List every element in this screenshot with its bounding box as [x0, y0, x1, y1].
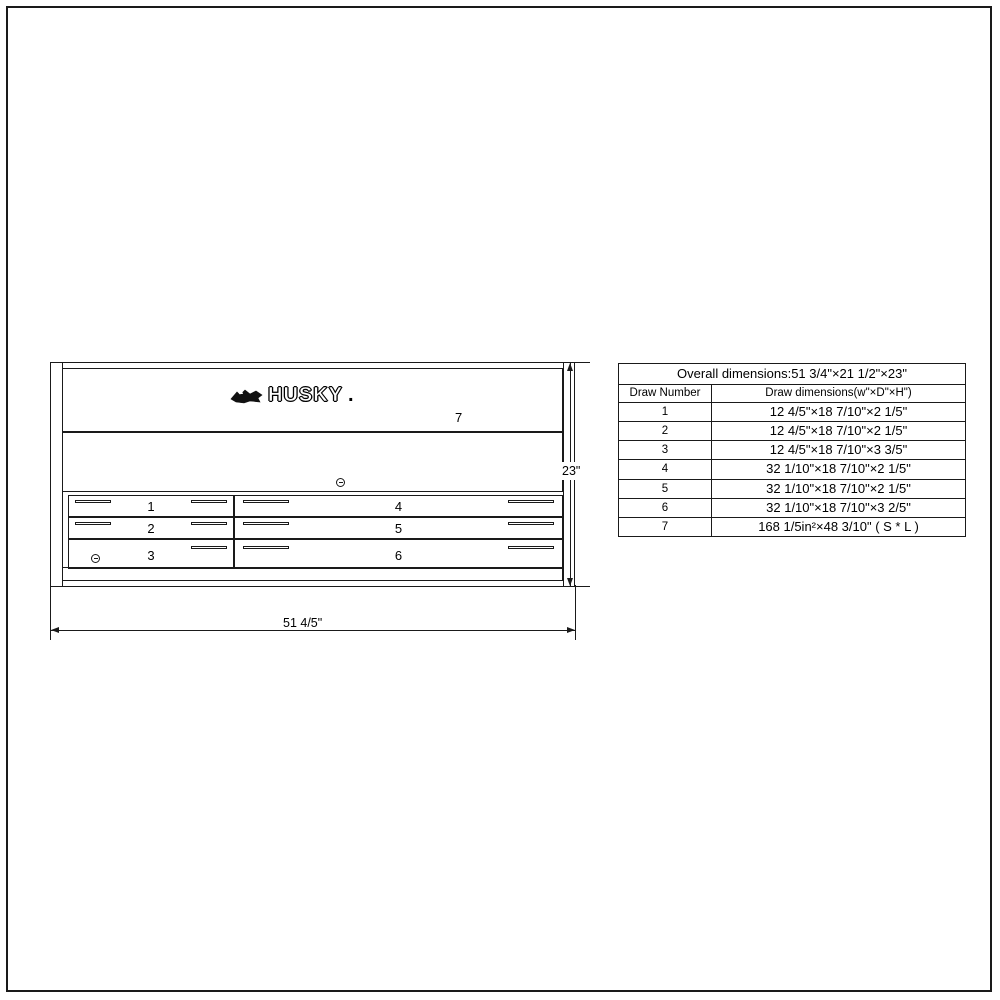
husky-wordmark-dot: .	[348, 384, 354, 406]
drawer-5-pull-right	[508, 522, 554, 525]
width-dimension-label: 51 4/5"	[280, 616, 325, 630]
row-5-dimensions: 32 1/10"×18 7/10"×2 1/5"	[712, 479, 966, 498]
table-row-overall	[619, 364, 966, 385]
drawer-3	[68, 539, 234, 569]
chest-lock-icon	[336, 478, 345, 487]
row-5-number: 5	[619, 479, 712, 498]
chest-base-rail	[62, 567, 563, 581]
width-arrow-left	[51, 627, 59, 633]
callout-7: 7	[455, 410, 463, 425]
tool-chest-drawing	[30, 350, 590, 650]
drawer-6	[234, 539, 563, 569]
table-row	[619, 402, 966, 421]
table-row	[619, 518, 966, 537]
drawer-1-pull-right	[191, 500, 227, 503]
height-extension-bottom	[548, 586, 590, 587]
drawer-6-pull-right	[508, 546, 554, 549]
table-row	[619, 421, 966, 440]
table-row	[619, 460, 966, 479]
row-6-number: 6	[619, 498, 712, 517]
row-7-dimensions: 168 1/5in²×48 3/10" ( S * L )	[712, 518, 966, 537]
row-1-number: 1	[619, 402, 712, 421]
drawer-3-lock-icon	[91, 554, 100, 563]
drawer-4	[234, 495, 563, 517]
drawer-5-pull-left	[243, 522, 289, 525]
width-extension-right	[575, 585, 576, 640]
tool-chest-body	[50, 362, 575, 587]
overall-dimensions-cell: Overall dimensions:51 3/4"×21 1/2"×23"	[619, 364, 966, 385]
drawer-2-pull-right	[191, 522, 227, 525]
drawer-5-label: 5	[394, 521, 403, 536]
drawer-4-pull-right	[508, 500, 554, 503]
drawer-2	[68, 517, 234, 539]
drawer-5	[234, 517, 563, 539]
row-7-number: 7	[619, 518, 712, 537]
husky-logo	[230, 384, 354, 407]
row-3-number: 3	[619, 441, 712, 460]
row-4-dimensions: 32 1/10"×18 7/10"×2 1/5"	[712, 460, 966, 479]
drawer-6-label: 6	[394, 548, 403, 563]
husky-wordmark: HUSKY	[268, 384, 344, 406]
row-4-number: 4	[619, 460, 712, 479]
header-draw-dimensions: Draw dimensions(w"×D"×H")	[712, 385, 966, 402]
drawer-1-pull-left	[75, 500, 111, 503]
drawer-3-pull-right	[191, 546, 227, 549]
height-arrow-bottom	[567, 578, 573, 586]
row-2-dimensions: 12 4/5"×18 7/10"×2 1/5"	[712, 421, 966, 440]
width-arrow-right	[567, 627, 575, 633]
specification-table	[618, 363, 966, 537]
row-1-dimensions: 12 4/5"×18 7/10"×2 1/5"	[712, 402, 966, 421]
header-draw-number: Draw Number	[619, 385, 712, 402]
drawer-3-label: 3	[147, 548, 155, 563]
row-6-dimensions: 32 1/10"×18 7/10"×3 2/5"	[712, 498, 966, 517]
drawer-1	[68, 495, 234, 517]
height-dimension-label: 23"	[562, 464, 581, 478]
table-row	[619, 498, 966, 517]
row-2-number: 2	[619, 421, 712, 440]
drawer-4-pull-left	[243, 500, 289, 503]
row-3-dimensions: 12 4/5"×18 7/10"×3 3/5"	[712, 441, 966, 460]
drawer-4-label: 4	[394, 499, 403, 514]
table-row	[619, 441, 966, 460]
husky-dog-icon	[230, 386, 264, 406]
drawer-1-label: 1	[147, 499, 155, 514]
chest-front-panel	[62, 432, 563, 492]
table-row	[619, 479, 966, 498]
width-dimension-line	[50, 630, 576, 631]
drawer-2-label: 2	[147, 521, 155, 536]
drawer-6-pull-left	[243, 546, 289, 549]
drawer-2-pull-left	[75, 522, 111, 525]
table-header-row	[619, 385, 966, 402]
height-arrow-top	[567, 363, 573, 371]
